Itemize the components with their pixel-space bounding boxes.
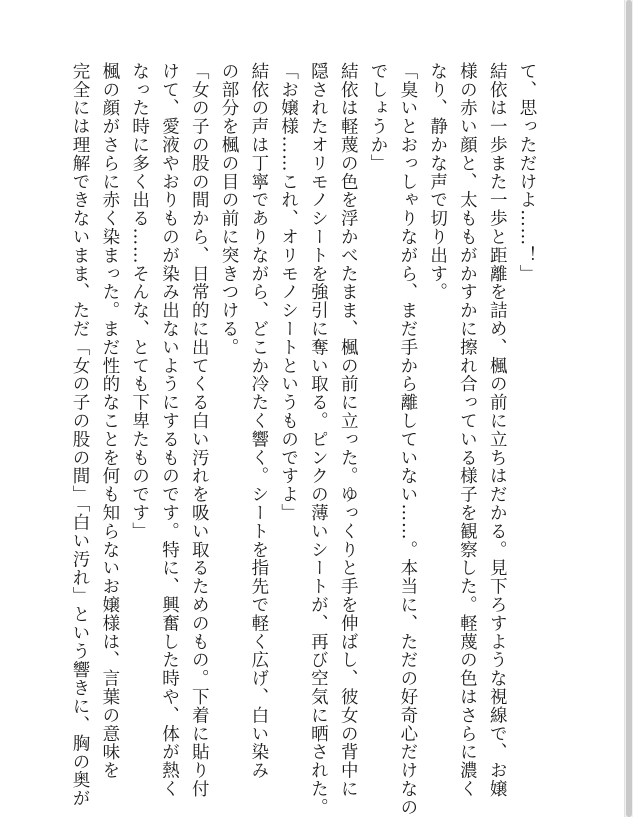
text-line: 「女の子の股の間から、日常的に出てくる白い汚れを吸い取るためのもの。下着に貼り付 xyxy=(189,62,210,798)
text-line: なり、静かな声で切り出す。 xyxy=(427,62,448,302)
scrollbar-thumb[interactable] xyxy=(626,0,632,817)
text-line: 楓の顔がさらに赤く染まった。まだ性的なことを何も知らないお嬢様は、言葉の意味を xyxy=(99,62,120,780)
text-line: 「お嬢様……これ、オリモノシートというものですよ」 xyxy=(278,62,299,522)
text-line: なった時に多く出る……そんな、とても下卑たものです」 xyxy=(129,62,150,541)
text-line: 結依は一歩また一歩と距離を詰め、楓の前に立ちはだかる。見下ろすような視線で、お嬢 xyxy=(487,62,508,798)
text-line: 隠されたオリモノシートを強引に奪い取る。ピンクの薄いシートが、再び空気に晒された。 xyxy=(308,62,329,817)
text-line: けて、愛液やおりものが染み出ないようにするものです。特に、興奮した時や、体が熱く xyxy=(159,62,180,798)
text-line: 結依は軽蔑の色を浮かべたまま、楓の前に立った。ゆっくりと手を伸ばし、彼女の背中に xyxy=(338,62,359,798)
text-line: て、思っただけよ……！」 xyxy=(517,62,537,283)
text-line: 「臭いとおっしゃりながら、まだ手から離していない……。本当に、ただの好奇心だけなの xyxy=(397,62,418,817)
vertical-scrollbar[interactable] xyxy=(624,0,633,817)
text-line: の部分を楓の目の前に突きつける。 xyxy=(219,62,240,357)
text-line: 完全には理解できないまま、ただ「女の子の股の間」「白い汚れ」という響きに、胸の奥が xyxy=(70,62,91,808)
text-line: でしょうか」 xyxy=(368,62,389,173)
text-line: 結依の声は丁寧でありながら、どこか冷たく響く。シートを指先で軽く広げ、白い染み xyxy=(248,62,269,780)
vertical-text-body xyxy=(64,62,541,817)
text-line: 様の赤い顔と、太ももがかすかに擦れ合っている様子を観察した。軽蔑の色はさらに濃く xyxy=(457,62,478,798)
